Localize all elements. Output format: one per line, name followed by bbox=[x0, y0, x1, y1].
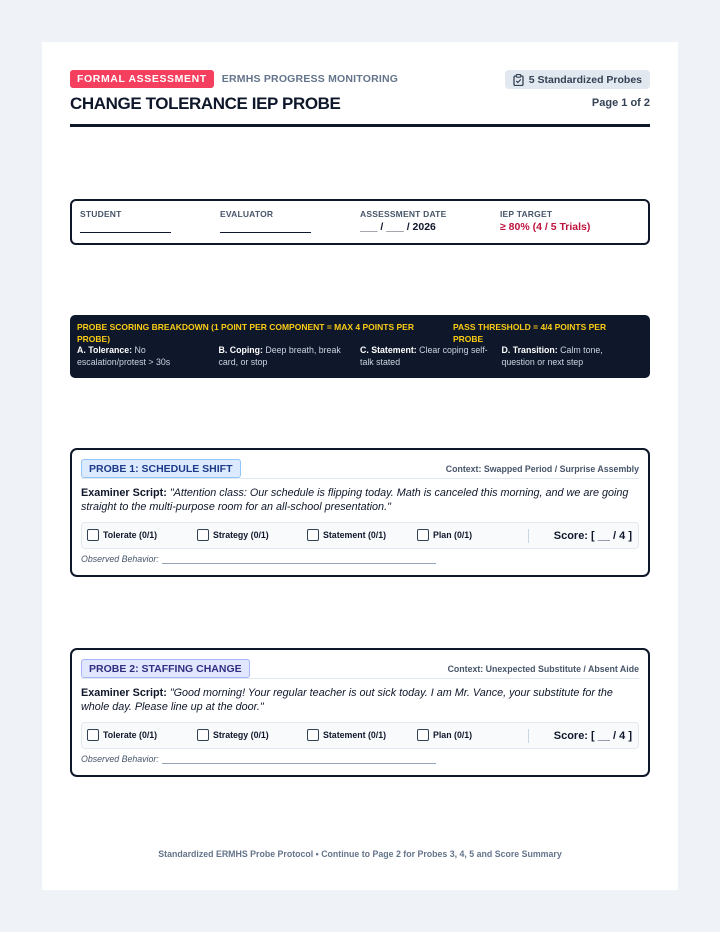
component-tolerance bbox=[77, 345, 219, 368]
checkbox-label: Statement (0/1) bbox=[323, 730, 387, 740]
statement-checkbox[interactable] bbox=[307, 529, 386, 541]
component-coping bbox=[219, 345, 361, 368]
scoring-checklist bbox=[81, 722, 639, 749]
probe-card-1 bbox=[70, 448, 650, 577]
component-label: B. Coping: bbox=[218, 345, 263, 355]
component-desc: No escalation/protest > 30s bbox=[77, 345, 171, 367]
checkbox-box[interactable] bbox=[87, 729, 99, 741]
date-value[interactable]: ___ / ___ / 2026 bbox=[360, 221, 436, 233]
observed-input-line[interactable] bbox=[162, 755, 436, 764]
plan-checkbox[interactable] bbox=[417, 729, 472, 741]
checkbox-label: Statement (0/1) bbox=[323, 530, 387, 540]
student-input-line[interactable] bbox=[80, 225, 171, 233]
student-info-box bbox=[70, 199, 650, 245]
observed-input-line[interactable] bbox=[162, 555, 436, 564]
tolerate-checkbox[interactable] bbox=[87, 729, 157, 741]
probes-count-badge bbox=[505, 70, 650, 89]
tolerate-checkbox[interactable] bbox=[87, 529, 157, 541]
evaluator-label: EVALUATOR bbox=[220, 209, 274, 219]
observed-behavior bbox=[81, 754, 436, 764]
component-label: A. Tolerance: bbox=[77, 345, 133, 355]
checkbox-box[interactable] bbox=[307, 729, 319, 741]
probe-context: Context: Swapped Period / Surprise Assembly bbox=[445, 464, 639, 474]
scoring-checklist bbox=[81, 522, 639, 549]
strategy-checkbox[interactable] bbox=[197, 529, 269, 541]
student-field bbox=[80, 209, 220, 243]
probe-header bbox=[81, 458, 639, 479]
probe-score[interactable]: Score: [ __ / 4 ] bbox=[553, 730, 632, 742]
checkbox-label: Strategy (0/1) bbox=[213, 730, 269, 740]
page-footer: Standardized ERMHS Probe Protocol • Continue to Page 2 for Probes 3, 4, 5 and Score Summary bbox=[158, 849, 562, 859]
checkbox-box[interactable] bbox=[87, 529, 99, 541]
checkbox-box[interactable] bbox=[417, 729, 429, 741]
page-title: CHANGE TOLERANCE IEP PROBE bbox=[70, 94, 341, 113]
checkbox-label: Tolerate (0/1) bbox=[103, 530, 158, 540]
checkbox-label: Plan (0/1) bbox=[433, 730, 473, 740]
checkbox-label: Tolerate (0/1) bbox=[103, 730, 158, 740]
component-transition bbox=[502, 345, 644, 368]
statement-checkbox[interactable] bbox=[307, 729, 386, 741]
script-text: "Attention class: Our schedule is flipping today. Math is canceled this morning, and we are going straight to the multi-purpose room for an all-school presentation." bbox=[81, 487, 629, 513]
component-desc: Deep breath, break card, or stop bbox=[218, 345, 341, 367]
script-text: "Good morning! Your regular teacher is out sick today. I am Mr. Vance, your substitute for the whole day. Please line up at the door." bbox=[81, 687, 613, 713]
scoring-title: PROBE SCORING BREAKDOWN (1 POINT PER COMPONENT = MAX 4 POINTS PER PROBE) bbox=[77, 322, 414, 344]
component-desc: Clear coping self-talk stated bbox=[360, 345, 488, 367]
probe-score[interactable]: Score: [ __ / 4 ] bbox=[553, 530, 632, 542]
checklist-divider bbox=[528, 729, 529, 743]
assessment-page bbox=[42, 42, 678, 890]
observed-label: Observed Behavior: bbox=[81, 554, 159, 564]
checkbox-box[interactable] bbox=[307, 529, 319, 541]
checkbox-label: Strategy (0/1) bbox=[213, 530, 269, 540]
clipboard-check-icon bbox=[513, 74, 524, 86]
script-label: Examiner Script: bbox=[81, 687, 167, 699]
probe-title: PROBE 1: SCHEDULE SHIFT bbox=[81, 459, 241, 478]
checkbox-box[interactable] bbox=[197, 529, 209, 541]
probe-header bbox=[81, 658, 639, 679]
header-divider bbox=[70, 124, 650, 127]
evaluator-field bbox=[220, 209, 360, 243]
checkbox-label: Plan (0/1) bbox=[433, 530, 473, 540]
page-number: Page 1 of 2 bbox=[591, 97, 650, 109]
checkbox-box[interactable] bbox=[197, 729, 209, 741]
observed-behavior bbox=[81, 554, 436, 564]
component-label: D. Transition: bbox=[501, 345, 558, 355]
checkbox-box[interactable] bbox=[417, 529, 429, 541]
component-label: C. Statement: bbox=[360, 345, 417, 355]
scoring-breakdown-panel bbox=[70, 315, 650, 378]
component-desc: Calm tone, question or next step bbox=[501, 345, 603, 367]
iep-target-label: IEP TARGET bbox=[500, 209, 553, 219]
plan-checkbox[interactable] bbox=[417, 529, 472, 541]
observed-label: Observed Behavior: bbox=[81, 754, 159, 764]
script-label: Examiner Script: bbox=[81, 487, 167, 499]
header-subtitle: ERMHS PROGRESS MONITORING bbox=[221, 73, 399, 85]
checklist-divider bbox=[528, 529, 529, 543]
evaluator-input-line[interactable] bbox=[220, 225, 311, 233]
probe-card-2 bbox=[70, 648, 650, 777]
student-label: STUDENT bbox=[80, 209, 122, 219]
probe-context: Context: Unexpected Substitute / Absent Aide bbox=[447, 664, 639, 674]
formal-assessment-tag: FORMAL ASSESSMENT bbox=[70, 70, 214, 88]
date-label: ASSESSMENT DATE bbox=[360, 209, 447, 219]
component-statement bbox=[360, 345, 502, 368]
examiner-script bbox=[81, 486, 633, 514]
date-field bbox=[360, 209, 500, 243]
examiner-script bbox=[81, 686, 633, 714]
page-header bbox=[70, 70, 650, 113]
pass-threshold: PASS THRESHOLD = 4/4 POINTS PER PROBE bbox=[453, 322, 607, 344]
strategy-checkbox[interactable] bbox=[197, 729, 269, 741]
iep-target-field bbox=[500, 209, 640, 243]
iep-target-value: ≥ 80% (4 / 5 Trials) bbox=[500, 221, 591, 233]
probes-count-label: 5 Standardized Probes bbox=[528, 73, 642, 86]
probe-title: PROBE 2: STAFFING CHANGE bbox=[81, 659, 250, 678]
